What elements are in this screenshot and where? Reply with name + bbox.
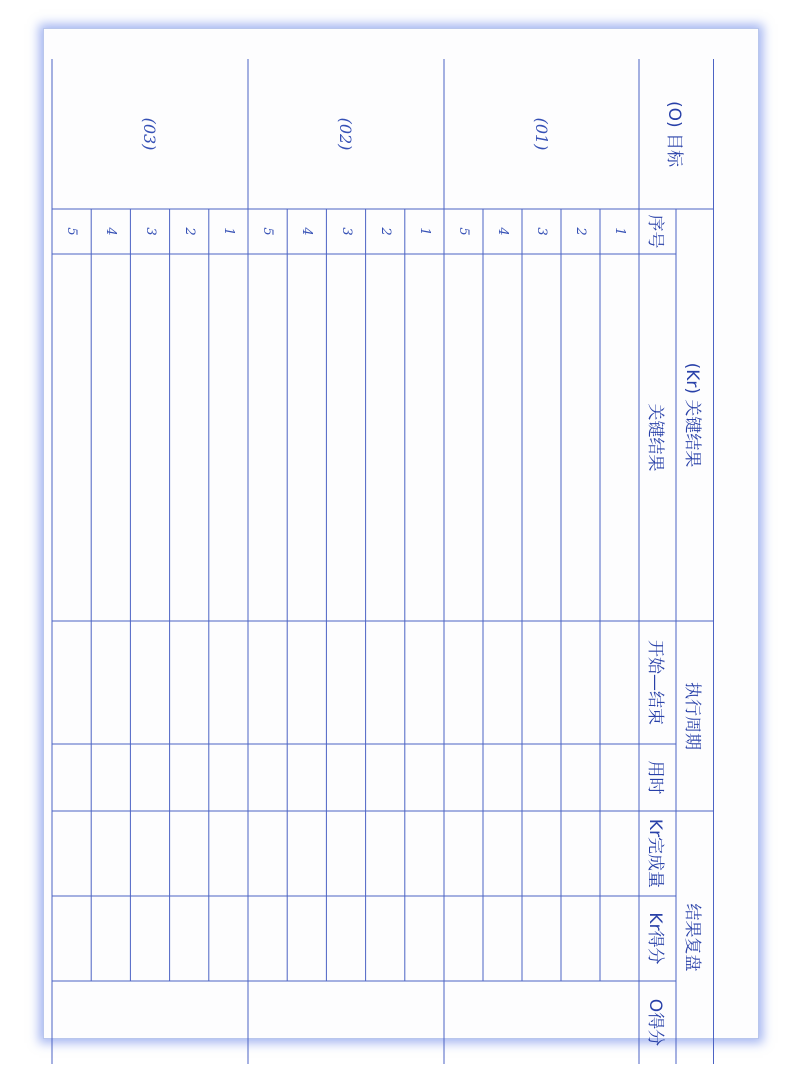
header-key-results-group: (Kr) 关键结果 (682, 362, 703, 468)
header-kr-score: Kr得分 (645, 912, 665, 965)
row-sequence-number: 1 (612, 227, 627, 236)
header-start-end: 开始—结束 (645, 640, 665, 725)
row-sequence-number: 4 (495, 227, 510, 236)
row-sequence-number: 5 (64, 227, 80, 236)
header-execution-period: 执行周期 (682, 682, 703, 750)
row-sequence-number: 2 (573, 227, 588, 236)
objective-label: (01) (532, 117, 551, 151)
row-sequence-number: 5 (260, 227, 276, 236)
okr-sheet (43, 28, 759, 1047)
row-sequence-number: 3 (338, 227, 354, 236)
header-result-review: 结果复盘 (682, 903, 703, 972)
row-sequence-number: 2 (377, 227, 393, 236)
header-o-score: O得分 (645, 998, 665, 1047)
header-duration: 用时 (645, 760, 665, 795)
header-sequence: 序号 (645, 214, 665, 249)
row-sequence-number: 1 (416, 227, 432, 236)
objective-label: (03) (140, 117, 160, 151)
objective-label: (02) (336, 117, 356, 151)
row-sequence-number: 3 (534, 227, 549, 236)
row-sequence-number: 5 (456, 227, 471, 236)
row-sequence-number: 2 (181, 227, 197, 236)
header-objective: (O) 目标 (664, 100, 684, 168)
row-sequence-number: 4 (299, 227, 315, 236)
row-sequence-number: 4 (103, 227, 119, 236)
row-sequence-number: 1 (220, 227, 236, 236)
row-sequence-number: 3 (142, 227, 158, 236)
header-kr-completion: Kr完成量 (645, 818, 665, 889)
header-key-result: 关键结果 (645, 403, 665, 472)
okr-table (44, 59, 714, 1064)
